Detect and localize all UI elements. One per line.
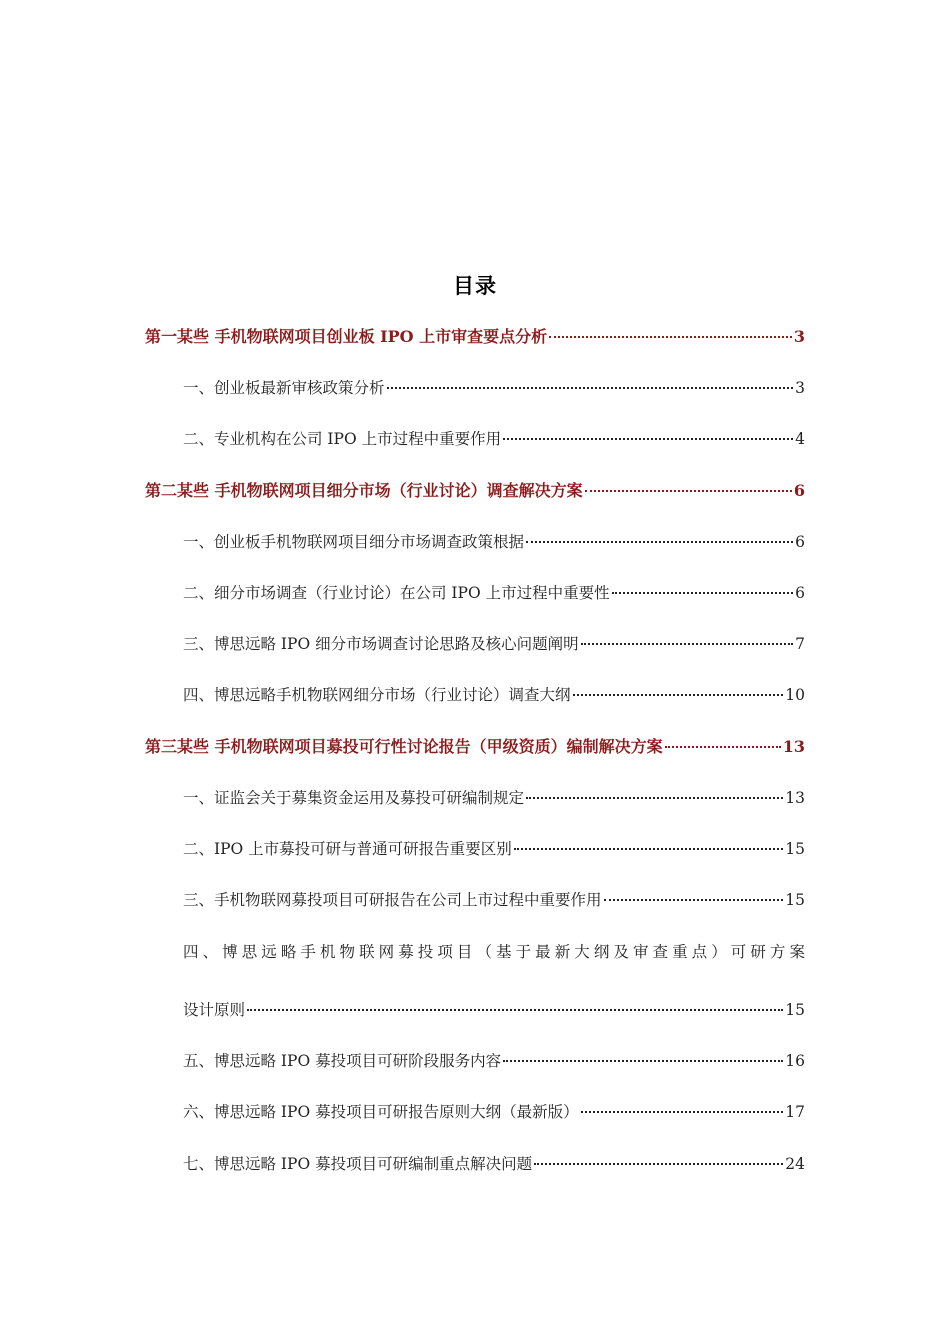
toc-section-3-3[interactable]	[183, 889, 805, 911]
toc-chapter-3[interactable]	[145, 736, 805, 758]
toc-section-3-2[interactable]	[183, 838, 805, 860]
toc-section-3-6[interactable]	[183, 1101, 805, 1123]
toc-entry-text: 第二某些 手机物联网项目细分市场（行业讨论）调查解决方案	[145, 481, 583, 500]
toc-leader-dots	[573, 694, 784, 696]
toc-leader-dots	[514, 848, 784, 850]
toc-page-number: 4	[795, 430, 805, 448]
toc-leader-dots	[612, 592, 794, 594]
toc-leader-dots	[503, 438, 793, 440]
toc-section-2-4[interactable]	[183, 684, 805, 706]
toc-chapter-2[interactable]	[145, 480, 805, 502]
toc-entry-text: 二、IPO 上市募投可研与普通可研报告重要区别	[183, 840, 512, 858]
toc-entry-text: 三、博思远略 IPO 细分市场调查讨论思路及核心问题阐明	[183, 635, 579, 653]
toc-page-number: 15	[785, 1001, 805, 1019]
toc-page-number: 24	[785, 1155, 805, 1173]
toc-title: 目录	[453, 274, 497, 298]
toc-entry-text: 四、博思远略手机物联网细分市场（行业讨论）调查大纲	[183, 686, 571, 704]
toc-leader-dots	[581, 1111, 784, 1113]
toc-leader-dots	[387, 387, 794, 389]
toc-entry-text: 二、专业机构在公司 IPO 上市过程中重要作用	[183, 430, 502, 448]
toc-leader-dots	[585, 490, 792, 492]
toc-leader-dots	[503, 1060, 783, 1062]
toc-page-number: 16	[785, 1052, 805, 1070]
toc-leader-dots	[526, 541, 793, 543]
toc-page-number: 7	[795, 635, 805, 653]
toc-page-number: 3	[793, 327, 805, 346]
toc-section-3-4-line-2[interactable]	[183, 999, 805, 1021]
toc-entry-text: 五、博思远略 IPO 募投项目可研阶段服务内容	[183, 1052, 502, 1070]
toc-entry-text: 一、证监会关于募集资金运用及募投可研编制规定	[183, 789, 525, 807]
toc-entry-text: 一、创业板最新审核政策分析	[183, 379, 385, 397]
toc-entry-text: 二、细分市场调查（行业讨论）在公司 IPO 上市过程中重要性	[183, 584, 610, 602]
toc-page-number: 6	[793, 481, 805, 500]
toc-page-number: 10	[785, 686, 805, 704]
toc-page-number: 13	[782, 737, 805, 756]
toc-entry-text: 六、博思远略 IPO 募投项目可研报告原则大纲（最新版）	[183, 1103, 579, 1121]
toc-section-1-2[interactable]	[183, 428, 805, 450]
toc-page-number: 15	[785, 840, 805, 858]
toc-section-3-5[interactable]	[183, 1050, 805, 1072]
toc-page-number: 6	[795, 533, 805, 551]
toc-section-3-4-line-1[interactable]: 四、博思远略手机物联网募投项目（基于最新大纲及审查重点）可研方案	[183, 943, 805, 961]
toc-leader-dots	[247, 1009, 783, 1011]
toc-entry-text: 第三某些 手机物联网项目募投可行性讨论报告（甲级资质）编制解决方案	[145, 737, 663, 756]
toc-entry-text: 三、手机物联网募投项目可研报告在公司上市过程中重要作用	[183, 891, 602, 909]
toc-entry-text: 第一某些 手机物联网项目创业板 IPO 上市审查要点分析	[145, 327, 548, 346]
toc-section-2-2[interactable]	[183, 582, 805, 604]
toc-leader-dots	[604, 899, 784, 901]
toc-entry-text: 一、创业板手机物联网项目细分市场调查政策根据	[183, 533, 525, 551]
toc-section-3-1[interactable]	[183, 787, 805, 809]
toc-page-number: 3	[795, 379, 805, 397]
toc-section-2-1[interactable]	[183, 531, 805, 553]
toc-section-1-1[interactable]	[183, 377, 805, 399]
toc-leader-dots	[549, 336, 792, 338]
toc-section-2-3[interactable]	[183, 633, 805, 655]
toc-leader-dots	[526, 797, 783, 799]
toc-leader-dots	[534, 1163, 783, 1165]
toc-page-number: 15	[785, 891, 805, 909]
toc-page-number: 6	[795, 584, 805, 602]
toc-page-number: 17	[785, 1103, 805, 1121]
toc-leader-dots	[581, 643, 794, 645]
toc-section-3-7[interactable]	[183, 1153, 805, 1175]
toc-entry-text: 设计原则	[183, 1001, 246, 1019]
toc-page-number: 13	[785, 789, 805, 807]
toc-leader-dots	[665, 746, 781, 748]
toc-chapter-1[interactable]	[145, 326, 805, 348]
toc-entry-text: 七、博思远略 IPO 募投项目可研编制重点解决问题	[183, 1155, 533, 1173]
